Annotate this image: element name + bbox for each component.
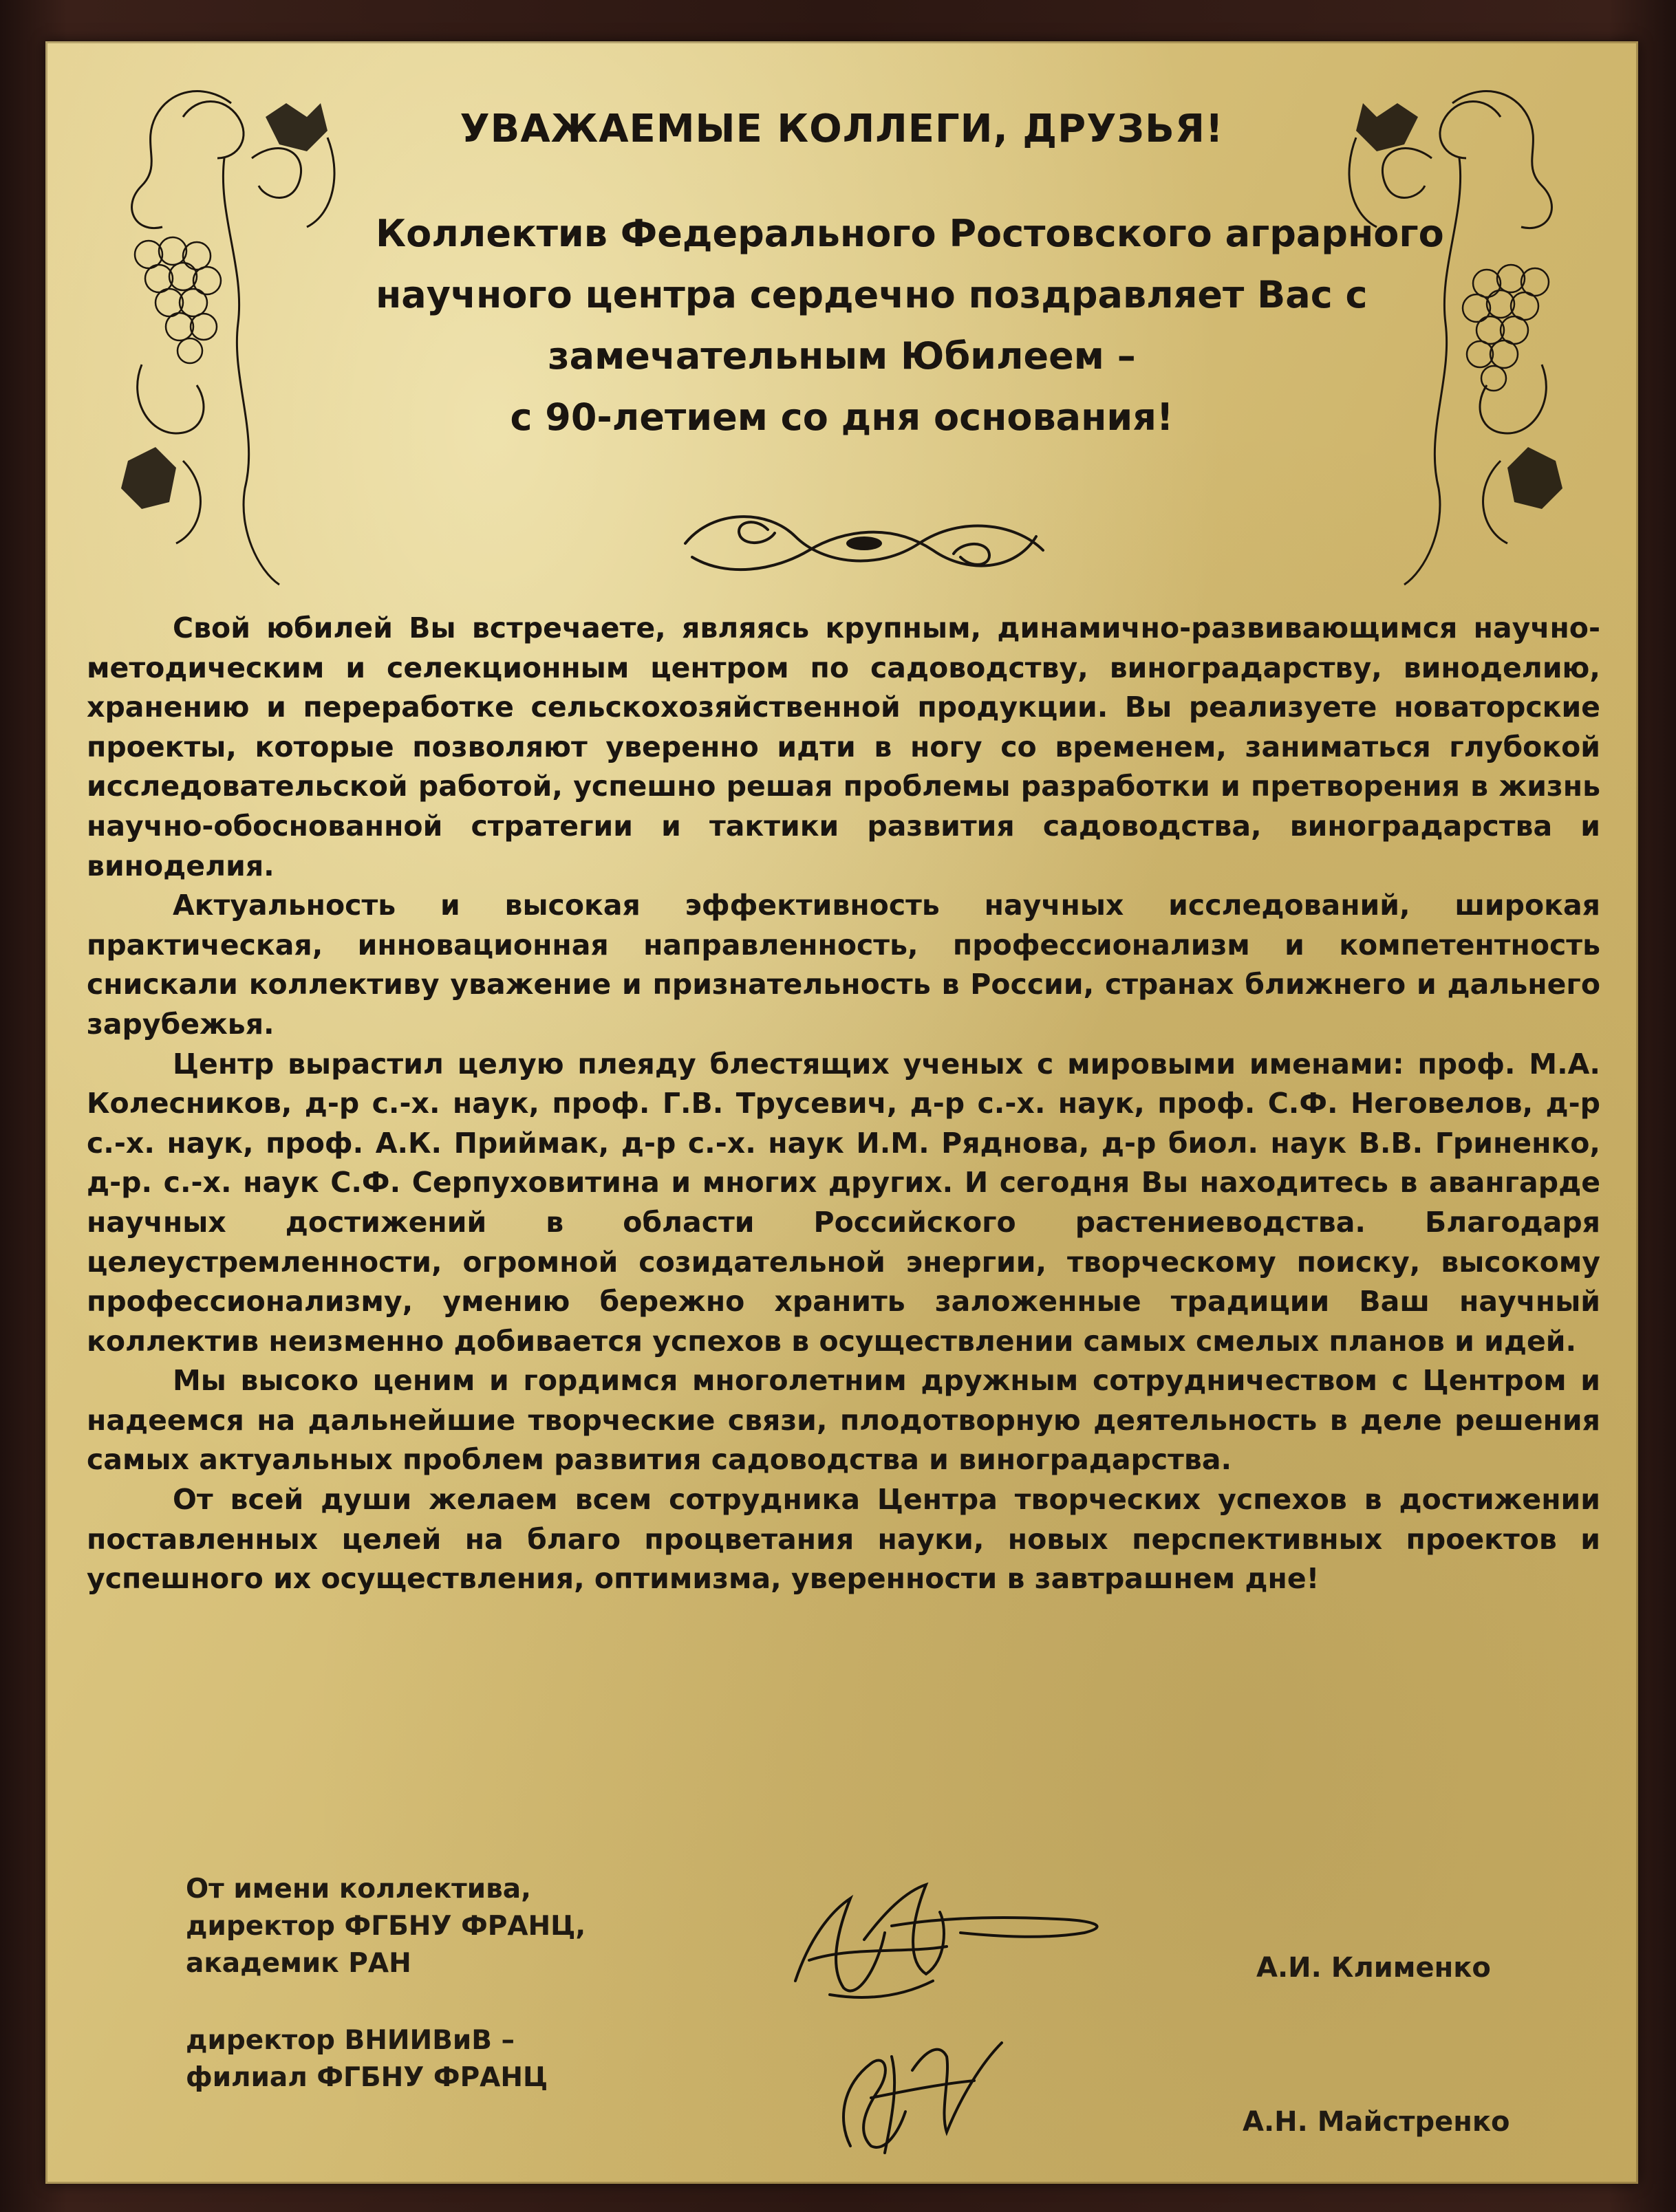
intro-block	[376, 203, 1444, 448]
body-paragraph: Свой юбилей Вы встречаете, являясь крупным, динамично-развивающимся научно-методическим и селекционным центром по садоводству, виноградарству, виноделию, хранению и переработке сельскохозяйственной продукции. Вы реализуете новаторские проекты, которые позволяют уверенно идти в ногу со временем, заниматься глубокой исследовательской работой, успешно решая проблемы разработки и претворения в жизнь научно-обоснованной стратегии и тактики развития садоводства, виноградарства и виноделия.	[87, 611, 1600, 882]
grapevine-ornament-left-icon	[100, 76, 362, 598]
heading: УВАЖАЕМЫЕ КОЛЛЕГИ, ДРУЗЬЯ!	[460, 107, 1224, 151]
signatory-title-2	[186, 2022, 548, 2096]
signatory-name-2: А.Н. Майстренко	[1243, 2106, 1510, 2138]
body-paragraph: Центр вырастил целую плеяду блестящих ученых с мировыми именами: проф. М.А. Колесников, д-р с.-х. наук, проф. Г.В. Трусевич, д-р с.-х. наук, проф. С.Ф. Неговелов, д-р с.-х. наук, проф. А.К. Приймак, д-р с.-х. наук И.М. Ряднова, д-р биол. наук В.В. Гриненко, д-р. с.-х. наук С.Ф. Серпуховитина и многих других. И сегодня Вы находитесь в авангарде научных достижений в области Российского растениеводства. Благодаря целеустремленности, огромной созидательной энергии, творческому поиску, высокому профессионализму, умению бережно хранить заложенные традиции Ваш научный коллектив неизменно добивается успехов в осуществлении самых смелых планов и идей.	[87, 1047, 1600, 1358]
signatory-name-1: А.И. Клименко	[1256, 1952, 1491, 1984]
intro-line: с 90-летием со дня основания!	[510, 395, 1174, 439]
scroll-flourish-icon	[672, 495, 1057, 592]
signature-maistrenko	[809, 2015, 1036, 2167]
body-paragraph: Актуальность и высокая эффективность научных исследований, широкая практическая, инновационная направленность, профессионализм и компетентность снискали коллективу уважение и признательность в России, странах ближнего и дальнего зарубежья.	[87, 889, 1600, 1041]
signature-klimenko	[768, 1857, 1126, 2015]
signatory-title-1	[186, 1871, 585, 1982]
title-line: академик РАН	[186, 1948, 411, 1979]
intro-line: замечательным Юбилеем –	[548, 334, 1136, 378]
body-text	[87, 609, 1600, 1599]
body-paragraph: От всей души желаем всем сотрудника Центра творческих успехов в достижении поставленных целей на благо процветания науки, новых перспективных проектов и успешного их осуществления, оптимизма, уверенности в завтрашнем дне!	[87, 1483, 1600, 1596]
title-line: директор ВНИИВиВ –	[186, 2025, 515, 2056]
intro-line: Коллектив Федерального Ростовского аграрного	[376, 212, 1444, 255]
grapevine-ornament-right-icon	[1322, 76, 1583, 598]
intro-line: научного центра сердечно поздравляет Вас с	[376, 273, 1368, 316]
title-line: директор ФГБНУ ФРАНЦ,	[186, 1911, 586, 1942]
gold-plate	[45, 41, 1638, 2184]
title-line: филиал ФГБНУ ФРАНЦ	[186, 2062, 548, 2093]
title-line: От имени коллектива,	[186, 1874, 531, 1905]
body-paragraph: Мы высоко ценим и гордимся многолетним дружным сотрудничеством с Центром и надеемся на дальнейшие творческие связи, плодотворную деятельность в деле решения самых актуальных проблем развития садоводства и виноградарства.	[87, 1364, 1600, 1477]
